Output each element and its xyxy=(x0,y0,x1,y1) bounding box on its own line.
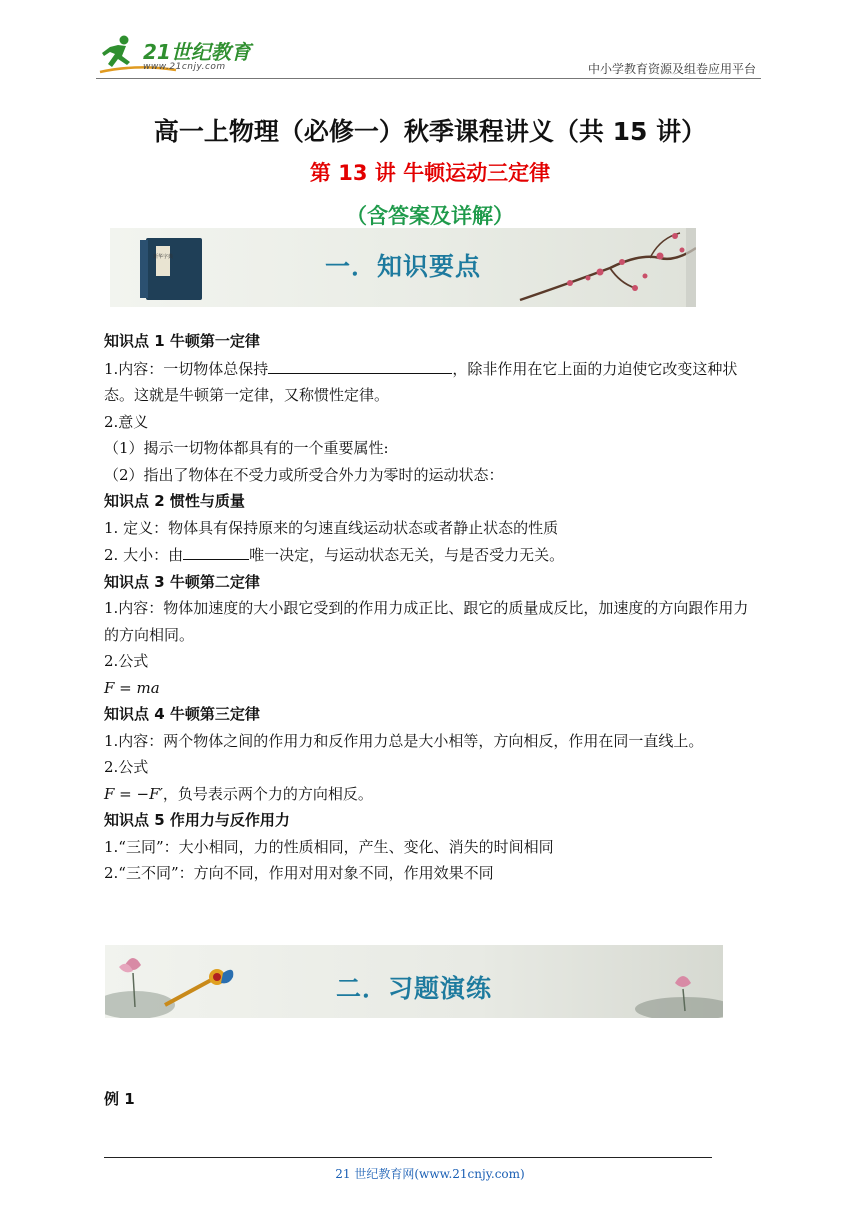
fill-blank xyxy=(183,541,249,560)
kp4-line2: 2.公式 xyxy=(104,758,149,776)
kp5-heading: 知识点 5 作用力与反作用力 xyxy=(104,811,290,829)
header-divider xyxy=(96,78,761,79)
fill-blank xyxy=(268,355,452,374)
kp3-line1: 1.内容：物体加速度的大小跟它受到的作用力成正比、跟它的质量成反比，加速度的方向跟作用力的方向相同。 xyxy=(104,599,749,644)
kp4-formula: F = −F′ xyxy=(104,784,163,803)
kp3-formula: F = ma xyxy=(104,678,160,697)
logo-url: www.21cnjy.com xyxy=(143,62,226,72)
kp1-line1: 1.内容：一切物体总保持 ，除非作用在它上面的力迫使它改变这种状态。这就是牛顿第一定律，又称惯性定律。 xyxy=(104,355,759,409)
section-banner-knowledge xyxy=(110,228,696,307)
kp5-line1: 1.“三同”：大小相同，力的性质相同，产生、变化、消失的时间相同 xyxy=(104,837,554,856)
kp2-line2: 2. 大小：由 唯一决定，与运动状态无关，与是否受力无关。 xyxy=(104,541,759,569)
section-banner-exercises xyxy=(105,945,723,1018)
kp4-heading: 知识点 4 牛顿第三定律 xyxy=(104,705,260,723)
kp1-heading: 知识点 1 牛顿第一定律 xyxy=(104,332,260,350)
document-title: 高一上物理（必修一）秋季课程讲义（共 15 讲） xyxy=(153,117,707,146)
kp3-line2: 2.公式 xyxy=(104,652,149,670)
book-label: 新华字典 xyxy=(152,254,174,260)
example-label: 例 1 xyxy=(104,1090,135,1108)
answer-note: （含答案及详解） xyxy=(346,204,514,228)
section-title-knowledge: 一．知识要点 xyxy=(324,252,481,281)
logo-text: 21世纪教育 xyxy=(143,40,251,64)
kp5-line2: 2.“三不同”：方向不同，作用对用对象不同，作用效果不同 xyxy=(104,864,494,882)
kp1-line3: （1）揭示一切物体都具有的一个重要属性: xyxy=(104,439,389,457)
kp3-heading: 知识点 3 牛顿第二定律 xyxy=(104,572,260,591)
header-platform-text: 中小学教育资源及组卷应用平台 xyxy=(587,62,756,76)
lecture-title: 第 13 讲 牛顿运动三定律 xyxy=(309,161,551,185)
kp2-line1: 1. 定义：物体具有保持原来的匀速直线运动状态或者静止状态的性质 xyxy=(104,518,559,537)
kp4-line1: 1.内容：两个物体之间的作用力和反作用力总是大小相等，方向相反，作用在同一直线上。 xyxy=(104,731,704,750)
kp4-line3: F = −F′，负号表示两个力的方向相反。 xyxy=(104,784,373,803)
section-title-exercises: 二．习题演练 xyxy=(335,974,492,1003)
knowledge-content xyxy=(104,328,759,887)
footer-link[interactable]: 21 世纪教育网(www.21cnjy.com) xyxy=(335,1167,525,1181)
kp1-line4: （2）指出了物体在不受力或所受合外力为零时的运动状态： xyxy=(104,465,504,484)
kp1-line2: 2.意义 xyxy=(104,412,149,431)
kp2-heading: 知识点 2 惯性与质量 xyxy=(104,492,245,510)
footer-divider xyxy=(104,1157,712,1158)
